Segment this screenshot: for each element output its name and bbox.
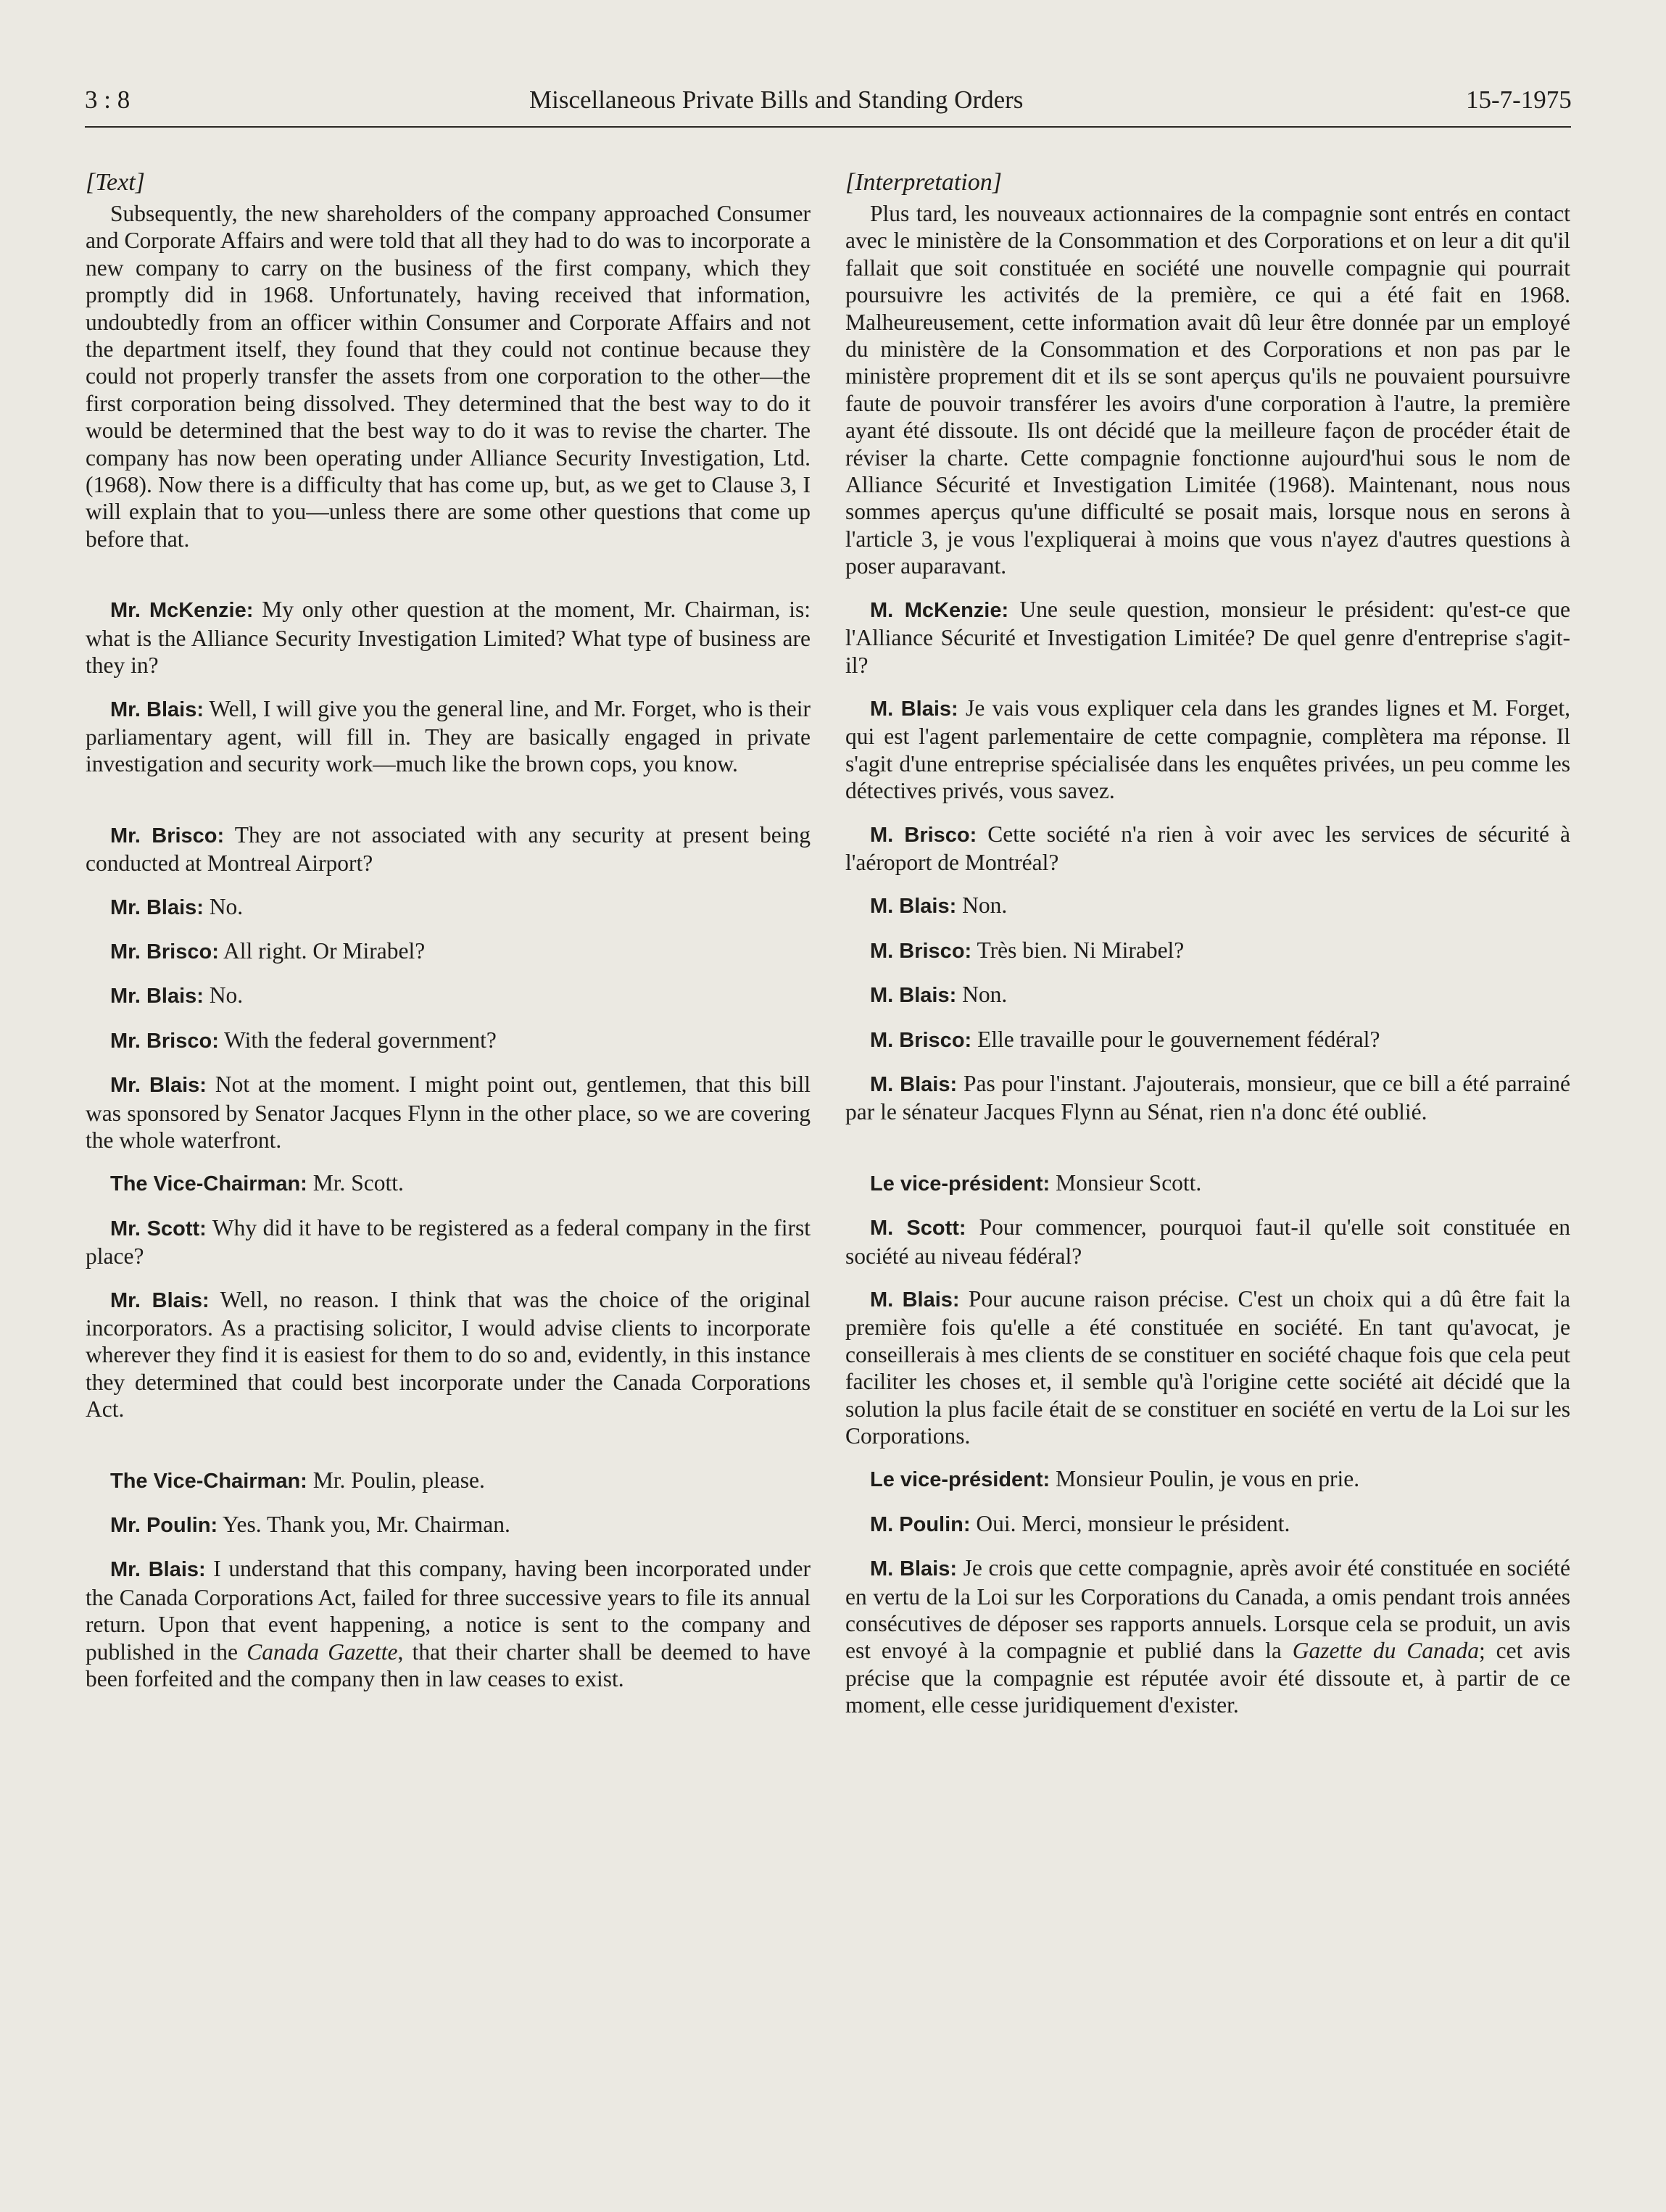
speech-paragraph: Mr. Brisco: They are not associated with any security at present being conducted at Montreal Airport? <box>86 821 811 877</box>
speech-paragraph: The Vice-Chairman: Mr. Poulin, please. <box>110 1467 485 1493</box>
speech-paragraph: Mr. Blais: Not at the moment. I might point out, gentlemen, that this bill was sponsored by Senator Jacques Flynn in the other place, so we are covering the whole waterfront. <box>86 1072 811 1153</box>
speech-paragraph: M. Blais: Non. <box>870 892 1008 919</box>
speech-paragraph: Mr. Scott: Why did it have to be registered as a federal company in the first place? <box>86 1214 811 1269</box>
speech-paragraph: M. Blais: Pour aucune raison précise. C'est un choix qui a dû être fait la première fois qu'elle a été constituée en société. En tant qu'avocat, je conseillerais à mes clients de se constituer en société chaque fois que cela peut faciliter les choses et, il semble qu'à l'origine cette société ait décidé que la solution la plus facile était de se constituer en société en vertu de la Loi sur les Corporations. <box>845 1286 1570 1449</box>
speaker-name: M. Blais: <box>870 1072 958 1096</box>
speaker-name: Mr. Blais: <box>110 985 204 1008</box>
english-column <box>86 168 811 1692</box>
speech-paragraph: M. Brisco: Elle travaille pour le gouvernement fédéral? <box>870 1026 1380 1052</box>
speech-paragraph: Le vice-président: Monsieur Scott. <box>870 1169 1202 1196</box>
intro-paragraph: Plus tard, les nouveaux actionnaires de la compagnie sont entrés en contact avec le ministère de la Consommation et des Corporations et on leur a dit qu'il fallait que soit constituée en société une nouvelle compagnie qui pourrait poursuivre les activités de la première, ce qui a été fait en 1968. Malheureusement, cette information avait dû leur être donnée par un employé du ministère de la Consommation et des Corporations et non pas par le ministère proprement dit et ils se sont aperçus qu'ils ne pouvaient poursuivre faute de pouvoir transférer les avoirs d'une corporation à l'autre, la première ayant été dissoute. Ils ont décidé que la meilleure façon de procéder était de réviser la charte. Cette compagnie fonctionne aujourd'hui sous le nom de Alliance Sécurité et Investigation Limitée (1968). Maintenant, nous nous sommes aperçus qu'une difficulté se posait mais, lorsque nous en serons à l'article 3, je vous l'expliquerai à moins que vous n'ayez d'autres questions à poser auparavant. <box>845 201 1570 579</box>
speaker-name: M. Blais: <box>870 697 958 721</box>
speaker-name: Mr. Brisco: <box>110 824 225 848</box>
speech-paragraph: Mr. McKenzie: My only other question at the moment, Mr. Chairman, is: what is the Alliance Security Investigation Limited? What type of business are they in? <box>86 597 811 679</box>
speech-paragraph: M. Scott: Pour commencer, pourquoi faut-il qu'elle soit constituée en société au niveau fédéral? <box>845 1214 1571 1269</box>
speech-paragraph: Mr. Brisco: With the federal government? <box>110 1027 497 1053</box>
speech-paragraph: Mr. Poulin: Yes. Thank you, Mr. Chairman. <box>110 1512 510 1538</box>
speaker-name: M. Brisco: <box>870 1028 972 1052</box>
speaker-name: Le vice-président: <box>870 1468 1050 1492</box>
speaker-name: Mr. Poulin: <box>110 1514 218 1538</box>
speech-paragraph: Mr. Blais: No. <box>110 893 244 919</box>
page-number: 3 : 8 <box>85 86 130 114</box>
speech-paragraph: Mr. Blais: Well, no reason. I think that was the choice of the original incorporators. As a practising solicitor, I would advise clients to incorporate wherever they find it is easiest for them to do so and, evidently, in this instance they determined that could best incorporate under the Canada Corporations Act. <box>86 1286 811 1422</box>
speaker-name: M. Blais: <box>870 1288 960 1312</box>
speech-paragraph: Mr. Brisco: All right. Or Mirabel? <box>110 937 426 964</box>
speech-paragraph: Mr. Blais: Well, I will give you the general line, and Mr. Forget, who is their parliamentary agent, will fill in. They are basically engaged in private investigation and security work—much like the brown cops, you know. <box>86 695 811 777</box>
header-rule <box>85 126 1571 128</box>
publication-title: Canada Gazette <box>246 1639 398 1665</box>
speaker-name: M. Brisco: <box>870 823 977 847</box>
speech-paragraph: M. Poulin: Oui. Merci, monsieur le président. <box>870 1510 1290 1536</box>
speech-paragraph: Mr. Blais: No. <box>110 982 244 1008</box>
speaker-name: M. Scott: <box>870 1217 966 1240</box>
speaker-name: M. Blais: <box>870 1557 957 1581</box>
speaker-name: M. Blais: <box>870 984 957 1008</box>
speaker-name: Mr. Brisco: <box>110 940 219 964</box>
section-label: [Text] <box>86 169 145 196</box>
speech-paragraph: The Vice-Chairman: Mr. Scott. <box>110 1170 404 1196</box>
speech-paragraph: M. Blais: Je vais vous expliquer cela dans les grandes lignes et M. Forget, qui est l'agent parlementaire de cette compagnie, complètera ma réponse. Il s'agit d'une entreprise spécialisée dans les enquêtes privées, un peu comme les détectives privés, vous savez. <box>845 695 1570 804</box>
speech-paragraph: M. Blais: Je crois que cette compagnie, après avoir été constituée en société en vertu de la Loi sur les Corporations du Canada, a omis pendant trois années consécutives de déposer ses rapports annuels. Lorsque cela se produit, un avis est envoyé à la compagnie et publié dans la Gazette du Canada; cet avis précise que la compagnie est réputée avoir été dissoute et, à partir de ce moment, elle cesse juridiquement d'exister. <box>845 1555 1570 1718</box>
speaker-name: M. Brisco: <box>870 939 972 963</box>
speaker-name: M. McKenzie: <box>870 598 1009 622</box>
speech-paragraph: M. Blais: Non. <box>870 982 1008 1008</box>
section-label: [Interpretation] <box>845 169 1002 196</box>
speaker-name: Mr. Brisco: <box>110 1029 219 1053</box>
speaker-name: Mr. Blais: <box>110 697 204 721</box>
running-title: Miscellaneous Private Bills and Standing Orders <box>529 86 1024 114</box>
french-column <box>845 168 1570 1719</box>
speaker-name: Mr. Scott: <box>110 1217 207 1240</box>
speaker-name: M. Blais: <box>870 895 957 919</box>
speech-paragraph: Le vice-président: Monsieur Poulin, je vous en prie. <box>870 1466 1360 1492</box>
intro-paragraph: Subsequently, the new shareholders of the company approached Consumer and Corporate Affairs and were told that all they had to do was to incorporate a new company to carry on the business of the first company, which they promptly did in 1968. Unfortunately, having received that information, undoubtedly from an officer within Consumer and Corporate Affairs and not the department itself, they found that they could not continue because they could not properly transfer the assets from one corporation to the other—the first corporation being dissolved. They determined that the best way to do it would be determined that the best way to do it was to revise the charter. The company has now been operating under Alliance Security Investigation, Ltd. (1968). Now there is a difficulty that has come up, but, as we get to Clause 3, I will explain that to you—unless there are some other questions that come up before that. <box>86 201 811 552</box>
publication-title: Gazette du Canada <box>1292 1638 1480 1664</box>
speech-paragraph: M. Brisco: Très bien. Ni Mirabel? <box>870 937 1185 963</box>
page-date: 15-7-1975 <box>1466 86 1572 114</box>
speaker-name: The Vice-Chairman: <box>110 1172 307 1196</box>
speaker-name: Mr. McKenzie: <box>110 599 254 623</box>
speaker-name: Mr. Blais: <box>110 895 204 919</box>
speaker-name: Mr. Blais: <box>110 1558 206 1582</box>
speaker-name: M. Poulin: <box>870 1512 971 1536</box>
speaker-name: The Vice-Chairman: <box>110 1469 307 1493</box>
speech-paragraph: M. Blais: Pas pour l'instant. J'ajouterais, monsieur, que ce bill a été parrainé par le sénateur Jacques Flynn au Sénat, rien n'a donc été oublié. <box>845 1070 1570 1125</box>
speech-paragraph: M. McKenzie: Une seule question, monsieur le président: qu'est-ce que l'Alliance Sécurité et Investigation Limitée? De quel genre d'entreprise s'agit-il? <box>845 596 1570 678</box>
speaker-name: Mr. Blais: <box>110 1074 207 1098</box>
speaker-name: Le vice-président: <box>870 1172 1050 1196</box>
speech-paragraph: M. Brisco: Cette société n'a rien à voir avec les services de sécurité à l'aéroport de Montréal? <box>845 821 1570 875</box>
speaker-name: Mr. Blais: <box>110 1288 210 1312</box>
speech-paragraph: Mr. Blais: I understand that this company, having been incorporated under the Canada Corporations Act, failed for three successive years to file its annual return. Upon that event happening, a notice is sent to the company and published in the Canada Gazette, that their charter shall be deemed to have been forfeited and the company then in law ceases to exist. <box>86 1556 811 1692</box>
